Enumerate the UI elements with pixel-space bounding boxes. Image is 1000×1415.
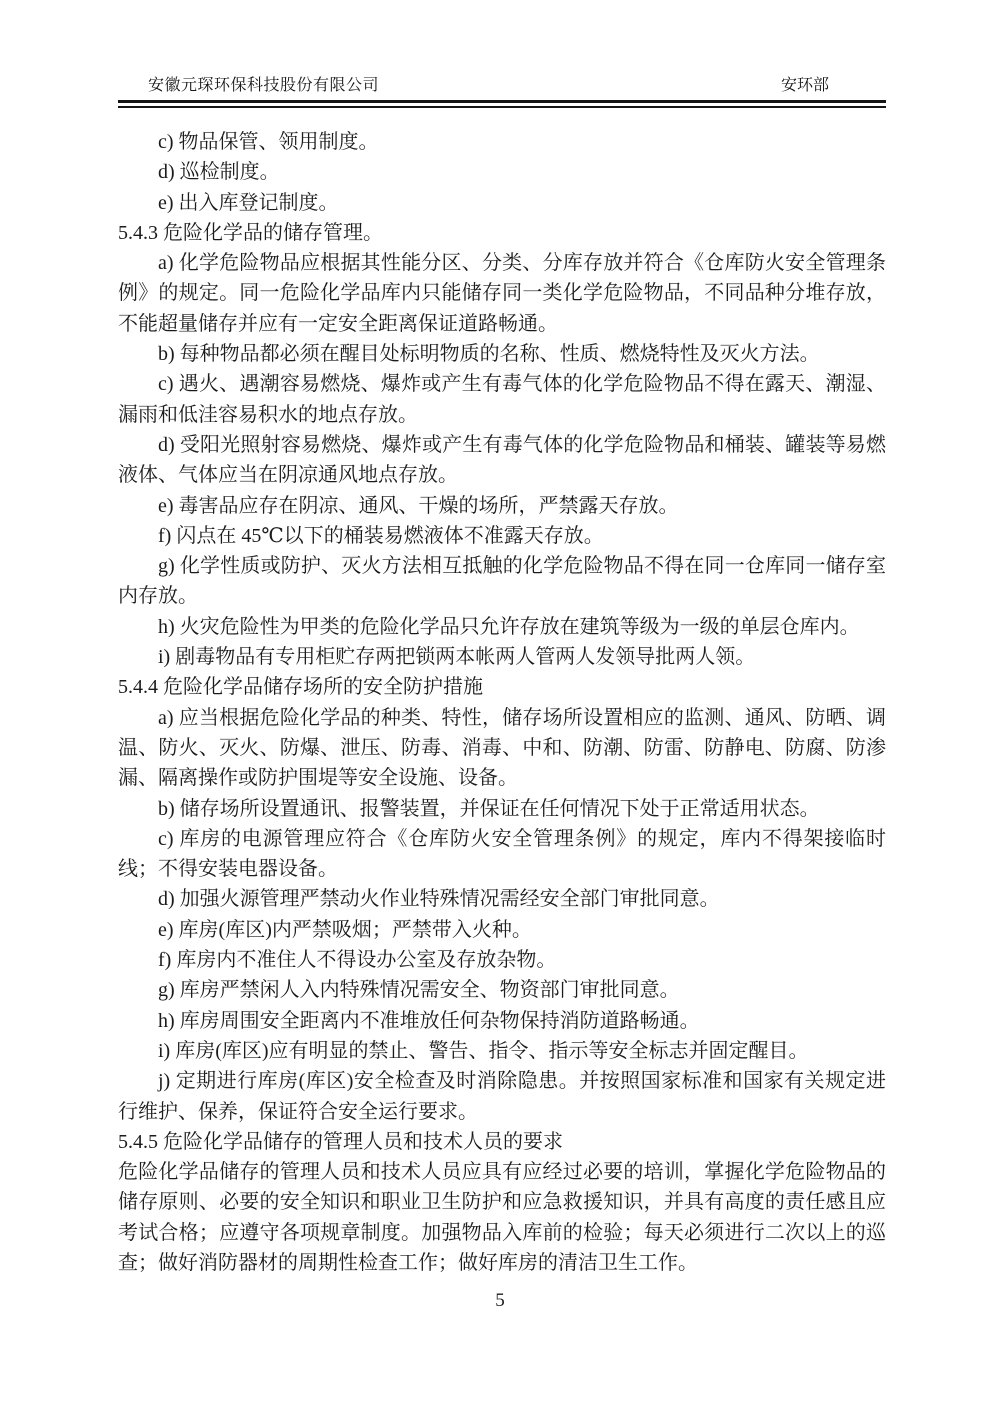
paragraph: c) 库房的电源管理应符合《仓库防火安全管理条例》的规定，库内不得架接临时线；不得安装电器设备。 — [118, 827, 886, 881]
section-heading: 5.4.3 危险化学品的储存管理。 — [118, 221, 383, 244]
paragraph: e) 毒害品应存在阴凉、通风、干燥的场所，严禁露天存放。 — [158, 494, 679, 517]
section-heading: 5.4.4 危险化学品储存场所的安全防护措施 — [118, 676, 483, 699]
header-company-name: 安徽元琛环保科技股份有限公司 — [148, 77, 380, 94]
paragraph: c) 物品保管、领用制度。 — [158, 131, 379, 153]
paragraph: g) 化学性质或防护、灭火方法相互抵触的化学危险物品不得在同一仓库同一储存室内存放。 — [118, 555, 886, 608]
paragraph: f) 闪点在 45℃以下的桶装易燃液体不准露天存放。 — [158, 524, 604, 547]
paragraph: a) 化学危险物品应根据其性能分区、分类、分库存放并符合《仓库防火安全管理条例》的规定。同一危险化学品库内只能储存同一类化学危险物品，不同品种分堆存放，不能超量储存并应有一定安全距离保证道路畅通。 — [118, 252, 886, 335]
paragraph: b) 储存场所设置通讯、报警装置，并保证在任何情况下处于正常适用状态。 — [158, 797, 820, 820]
paragraph: 危险化学品储存的管理人员和技术人员应具有应经过必要的培训，掌握化学危险物品的储存原则、必要的安全知识和职业卫生防护和应急救援知识，并具有高度的责任感且应考试合格；应遵守各项规章制度。加强物品入库前的检验；每天必须进行二次以上的巡查；做好消防器材的周期性检查工作；做好库房的清洁卫生工作。 — [118, 1161, 886, 1274]
section-heading: 5.4.5 危险化学品储存的管理人员和技术人员的要求 — [118, 1130, 563, 1153]
paragraph: j) 定期进行库房(库区)安全检查及时消除隐患。并按照国家标准和国家有关规定进行维护、保养，保证符合安全运行要求。 — [118, 1070, 886, 1123]
header-department: 安环部 — [780, 77, 829, 94]
paragraph: d) 加强火源管理严禁动火作业特殊情况需经安全部门审批同意。 — [158, 888, 720, 911]
paragraph: b) 每种物品都必须在醒目处标明物质的名称、性质、燃烧特性及灭火方法。 — [158, 343, 820, 366]
paragraph: a) 应当根据危险化学品的种类、特性，储存场所设置相应的监测、通风、防晒、调温、防火、灭火、防爆、泄压、防毒、消毒、中和、防潮、防雷、防静电、防腐、防渗漏、隔离操作或防护围堤等安全设施、设备。 — [118, 706, 886, 790]
paragraph: i) 剧毒物品有专用柜贮存两把锁两本帐两人管两人发领导批两人领。 — [158, 646, 756, 669]
paragraph: g) 库房严禁闲人入内特殊情况需安全、物资部门审批同意。 — [158, 979, 680, 1002]
paragraph: c) 遇火、遇潮容易燃烧、爆炸或产生有毒气体的化学危险物品不得在露天、潮湿、漏雨和低洼容易积水的地点存放。 — [118, 373, 886, 426]
document-body — [118, 127, 886, 1278]
paragraph: d) 巡检制度。 — [158, 161, 280, 184]
paragraph: h) 库房周围安全距离内不准堆放任何杂物保持消防道路畅通。 — [158, 1009, 700, 1032]
paragraph: e) 库房(库区)内严禁吸烟；严禁带入火种。 — [158, 918, 532, 941]
paragraph: i) 库房(库区)应有明显的禁止、警告、指令、指示等安全标志并固定醒目。 — [158, 1039, 809, 1062]
paragraph: f) 库房内不准住人不得设办公室及存放杂物。 — [158, 949, 557, 972]
paragraph: h) 火灾危险性为甲类的危险化学品只允许存放在建筑等级为一级的单层仓库内。 — [158, 615, 860, 638]
paragraph: e) 出入库登记制度。 — [158, 191, 339, 214]
page-footer — [0, 1290, 1000, 1312]
page-header — [118, 72, 886, 95]
header-divider-rule — [118, 100, 886, 108]
page-number: 5 — [495, 1290, 505, 1311]
paragraph: d) 受阳光照射容易燃烧、爆炸或产生有毒气体的化学危险物品和桶装、罐装等易燃液体、气体应当在阴凉通风地点存放。 — [118, 433, 886, 487]
